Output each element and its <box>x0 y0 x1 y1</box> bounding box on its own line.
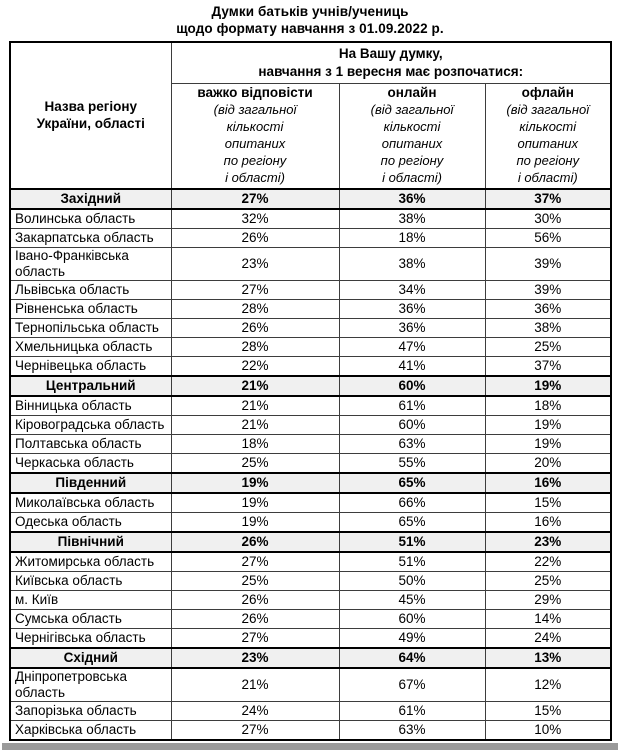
answer-note-line: і області) <box>517 170 578 185</box>
answer-note-line: опитаних <box>224 136 286 151</box>
percent-cell: 23% <box>171 648 339 668</box>
oblast-name: Миколаївська область <box>10 493 171 513</box>
percent-cell: 38% <box>485 319 611 338</box>
percent-cell: 50% <box>339 572 485 591</box>
table-body <box>10 189 611 740</box>
region-column-header: Назва регіону України, області <box>10 42 171 189</box>
percent-cell: 65% <box>339 513 485 533</box>
percent-cell: 16% <box>485 473 611 493</box>
answer-note-line: по регіону <box>516 153 580 168</box>
percent-cell: 63% <box>339 721 485 741</box>
percent-cell: 27% <box>171 721 339 741</box>
answer-note-line: кількості <box>383 119 441 134</box>
oblast-row <box>10 319 611 338</box>
percent-cell: 22% <box>171 357 339 377</box>
oblast-name: Кіровоградська область <box>10 416 171 435</box>
percent-cell: 36% <box>485 300 611 319</box>
oblast-row <box>10 248 611 281</box>
percent-cell: 38% <box>339 209 485 229</box>
region-summary-row <box>10 189 611 209</box>
oblast-row <box>10 416 611 435</box>
percent-cell: 41% <box>339 357 485 377</box>
percent-cell: 14% <box>485 610 611 629</box>
answer-column-label: важко відповісти <box>197 85 313 100</box>
oblast-name: Тернопільська область <box>10 319 171 338</box>
answer-note-line: (від загальної <box>370 102 454 117</box>
percent-cell: 39% <box>485 248 611 281</box>
oblast-row <box>10 338 611 357</box>
percent-cell: 18% <box>339 229 485 248</box>
table-title-line2: щодо формату навчання з 01.09.2022 р. <box>176 20 444 36</box>
percent-cell: 21% <box>171 376 339 396</box>
percent-cell: 26% <box>171 532 339 552</box>
percent-cell: 26% <box>171 591 339 610</box>
oblast-name: Київська область <box>10 572 171 591</box>
percent-cell: 21% <box>171 668 339 702</box>
oblast-name: Львівська область <box>10 281 171 300</box>
percent-cell: 25% <box>485 338 611 357</box>
percent-cell: 27% <box>171 552 339 572</box>
percent-cell: 23% <box>171 248 339 281</box>
percent-cell: 24% <box>171 702 339 721</box>
oblast-name: м. Київ <box>10 591 171 610</box>
percent-cell: 19% <box>171 473 339 493</box>
percent-cell: 25% <box>171 454 339 474</box>
oblast-name: Сумська область <box>10 610 171 629</box>
percent-cell: 65% <box>339 473 485 493</box>
region-summary-row <box>10 376 611 396</box>
percent-cell: 25% <box>171 572 339 591</box>
oblast-name: Чернігівська область <box>10 629 171 649</box>
percent-cell: 16% <box>485 513 611 533</box>
percent-cell: 55% <box>339 454 485 474</box>
percent-cell: 49% <box>339 629 485 649</box>
percent-cell: 47% <box>339 338 485 357</box>
region-summary-row <box>10 532 611 552</box>
percent-cell: 38% <box>339 248 485 281</box>
percent-cell: 66% <box>339 493 485 513</box>
percent-cell: 64% <box>339 648 485 668</box>
oblast-name: Полтавська область <box>10 435 171 454</box>
oblast-row <box>10 721 611 741</box>
answer-column-note <box>174 101 337 186</box>
percent-cell: 27% <box>171 629 339 649</box>
percent-cell: 21% <box>171 416 339 435</box>
percent-cell: 25% <box>485 572 611 591</box>
percent-cell: 29% <box>485 591 611 610</box>
percent-cell: 23% <box>485 532 611 552</box>
percent-cell: 27% <box>171 189 339 209</box>
cutoff-row-strip <box>2 743 618 750</box>
answer-column-label: онлайн <box>387 85 437 100</box>
question-header-cell <box>171 42 611 84</box>
percent-cell: 51% <box>339 532 485 552</box>
percent-cell: 37% <box>485 189 611 209</box>
oblast-row <box>10 610 611 629</box>
answer-column-header-offline <box>485 84 611 190</box>
oblast-name: Дніпропетровська область <box>10 668 171 702</box>
percent-cell: 36% <box>339 319 485 338</box>
percent-cell: 37% <box>485 357 611 377</box>
percent-cell: 24% <box>485 629 611 649</box>
table-title-line1: Думки батьків учнів/учениць <box>211 4 409 19</box>
percent-cell: 30% <box>485 209 611 229</box>
oblast-name: Волинська область <box>10 209 171 229</box>
answer-column-note <box>488 101 609 186</box>
region-name: Північний <box>10 532 171 552</box>
oblast-row <box>10 702 611 721</box>
oblast-name: Харківська область <box>10 721 171 741</box>
percent-cell: 67% <box>339 668 485 702</box>
percent-cell: 63% <box>339 435 485 454</box>
oblast-row <box>10 629 611 649</box>
oblast-row <box>10 396 611 416</box>
oblast-row <box>10 513 611 533</box>
oblast-row <box>10 668 611 702</box>
answer-note-line: по регіону <box>380 153 444 168</box>
percent-cell: 22% <box>485 552 611 572</box>
oblast-row <box>10 281 611 300</box>
percent-cell: 61% <box>339 396 485 416</box>
percent-cell: 13% <box>485 648 611 668</box>
region-name: Центральний <box>10 376 171 396</box>
answer-note-line: опитаних <box>517 136 578 151</box>
oblast-row <box>10 209 611 229</box>
percent-cell: 39% <box>485 281 611 300</box>
answer-column-header-hard-to-say <box>171 84 339 190</box>
region-name: Південний <box>10 473 171 493</box>
answer-column-label: офлайн <box>521 85 574 100</box>
oblast-row <box>10 300 611 319</box>
percent-cell: 56% <box>485 229 611 248</box>
answer-column-note <box>342 101 483 186</box>
percent-cell: 61% <box>339 702 485 721</box>
percent-cell: 10% <box>485 721 611 741</box>
percent-cell: 19% <box>171 513 339 533</box>
oblast-name: Вінницька область <box>10 396 171 416</box>
answer-note-line: (від загальної <box>506 102 590 117</box>
question-header-row <box>10 42 611 84</box>
oblast-name: Закарпатська область <box>10 229 171 248</box>
percent-cell: 12% <box>485 668 611 702</box>
oblast-row <box>10 572 611 591</box>
percent-cell: 19% <box>485 376 611 396</box>
percent-cell: 28% <box>171 338 339 357</box>
percent-cell: 18% <box>485 396 611 416</box>
region-summary-row <box>10 473 611 493</box>
oblast-row <box>10 229 611 248</box>
percent-cell: 26% <box>171 229 339 248</box>
percent-cell: 19% <box>485 416 611 435</box>
answer-note-line: по регіону <box>223 153 287 168</box>
table-title <box>0 0 620 37</box>
oblast-row <box>10 454 611 474</box>
oblast-row <box>10 435 611 454</box>
answer-note-line: і області) <box>225 170 285 185</box>
oblast-name: Черкаська область <box>10 454 171 474</box>
oblast-row <box>10 493 611 513</box>
oblast-row <box>10 591 611 610</box>
survey-table <box>9 41 612 741</box>
percent-cell: 18% <box>171 435 339 454</box>
percent-cell: 15% <box>485 493 611 513</box>
percent-cell: 28% <box>171 300 339 319</box>
percent-cell: 34% <box>339 281 485 300</box>
oblast-name: Чернівецька область <box>10 357 171 377</box>
oblast-name: Житомирська область <box>10 552 171 572</box>
percent-cell: 36% <box>339 189 485 209</box>
answer-note-line: опитаних <box>381 136 443 151</box>
answer-note-line: і області) <box>382 170 442 185</box>
percent-cell: 15% <box>485 702 611 721</box>
percent-cell: 26% <box>171 319 339 338</box>
percent-cell: 26% <box>171 610 339 629</box>
percent-cell: 32% <box>171 209 339 229</box>
oblast-name: Рівненська область <box>10 300 171 319</box>
question-line2: навчання з 1 вересня має розпочатися: <box>258 64 524 79</box>
percent-cell: 20% <box>485 454 611 474</box>
answer-column-header-online <box>339 84 485 190</box>
answer-note-line: кількості <box>519 119 577 134</box>
region-summary-row <box>10 648 611 668</box>
percent-cell: 51% <box>339 552 485 572</box>
percent-cell: 27% <box>171 281 339 300</box>
region-name: Західний <box>10 189 171 209</box>
answer-note-line: (від загальної <box>213 102 297 117</box>
oblast-row <box>10 552 611 572</box>
percent-cell: 19% <box>485 435 611 454</box>
oblast-name: Запорізька область <box>10 702 171 721</box>
percent-cell: 60% <box>339 416 485 435</box>
region-name: Східний <box>10 648 171 668</box>
oblast-row <box>10 357 611 377</box>
percent-cell: 60% <box>339 610 485 629</box>
percent-cell: 36% <box>339 300 485 319</box>
percent-cell: 45% <box>339 591 485 610</box>
percent-cell: 19% <box>171 493 339 513</box>
question-line1: На Вашу думку, <box>338 46 443 61</box>
oblast-name: Хмельницька область <box>10 338 171 357</box>
answer-note-line: кількості <box>226 119 284 134</box>
percent-cell: 21% <box>171 396 339 416</box>
percent-cell: 60% <box>339 376 485 396</box>
oblast-name: Івано-Франківська область <box>10 248 171 281</box>
oblast-name: Одеська область <box>10 513 171 533</box>
